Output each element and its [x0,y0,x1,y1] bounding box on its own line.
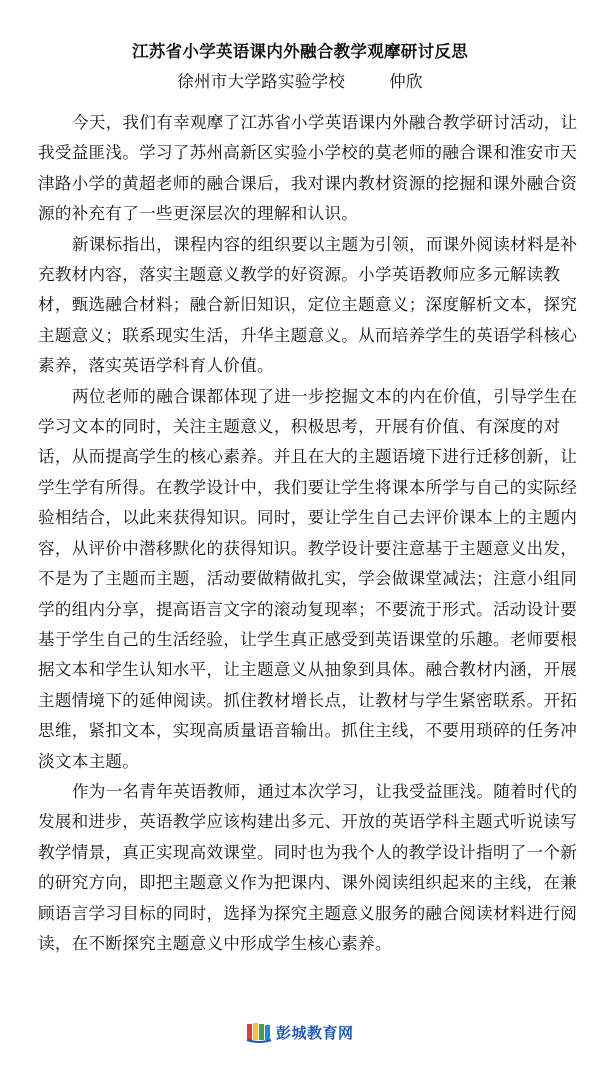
article-body [38,108,594,959]
paragraph-4: 作为一名青年英语教师，通过本次学习，让我受益匪浅。随着时代的发展和进步，英语教学应该构建出多元、开放的英语学科主题式听说读写教学情景，真正实现高效课堂。同时也为我个人的教学设计指明了一个新的研究方向，即把主题意义作为把课内、课外阅读组织起来的主线，在兼顾语言学习目标的同时，选择为探究主题意义服务的融合阅读材料进行阅读，在不断探究主题意义中形成学生核心素养。 [38,781,578,953]
book-logo-icon [246,1021,272,1043]
document-title: 江苏省小学英语课内外融合教学观摩研讨反思 [132,42,468,61]
paragraph-3: 两位老师的融合课都体现了进一步挖掘文本的内在价值，引导学生在学习文本的同时，关注主题意义，积极思考，开展有价值、有深度的对话，从而提高学生的核心素养。并且在大的主题语境下进行迁移创新，让学生学有所得。在教学设计中，我们要让学生将课本所学与自己的实际经验相结合，以此来获得知识。同时，要让学生自己去评价课本上的主题内容，从评价中潜移默化的获得知识。教学设计要注意基于主题意义出发，不是为了主题而主题，活动要做精做扎实，学会做课堂减法；注意小组同学的组内分享，提高语言文字的滚动复现率；不要流于形式。活动设计要基于学生自己的生活经验，让学生真正感受到英语课堂的乐趣。老师要根据文本和学生认知水平，让主题意义从抽象到具体。融合教材内涵，开展主题情境下的延伸阅读。抓住教材增长点，让教材与学生紧密联系。开拓思维，紧扣文本，实现高质量语音输出。抓住主线，不要用琐碎的任务冲淡文本主题。 [38,386,578,771]
school-name: 徐州市大学路实验学校 [177,72,346,91]
paragraph-2: 新课标指出，课程内容的组织要以主题为引领，而课外阅读材料是补充教材内容，落实主题意义教学的好资源。小学英语教师应多元解读教材，甄选融合材料；融合新旧知识，定位主题意义；深度解析文本，探究主题意义；联系现实生活，升华主题意义。从而培养学生的英语学科核心素养，落实英语学科育人价值。 [38,234,578,376]
author-line [0,68,600,92]
watermark-text: 彭城教育网 [276,1023,354,1042]
author-name: 仲欣 [389,72,423,91]
paragraph-1: 今天，我们有幸观摩了江苏省小学英语课内外融合教学研讨活动，让我受益匪浅。学习了苏州高新区实验小学校的莫老师的融合课和淮安市天津路小学的黄超老师的融合课后，我对课内教材资源的挖掘和课外融合资源的补充有了一些更深层次的理解和认识。 [38,113,578,224]
watermark-logo [246,1020,354,1044]
